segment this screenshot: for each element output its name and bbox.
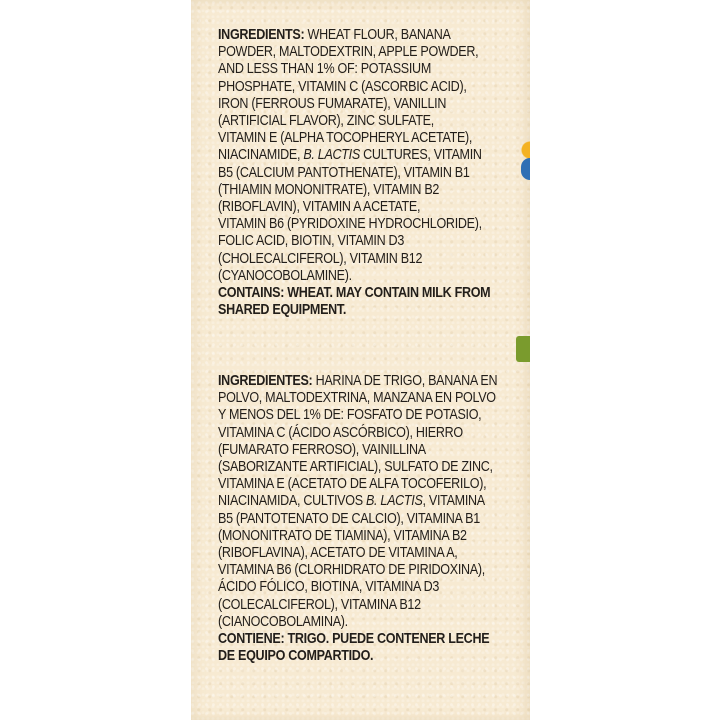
ingredients-es-line [218,545,519,562]
ingredients-es-text: (RIBOFLAVINA), ACETATO DE VITAMINA A, [218,545,458,562]
ingredients-es-line [218,425,519,442]
ingredients-es-text: (MONONITRATO DE TIAMINA), VITAMINA B2 [218,527,467,544]
ingredients-en-line [218,79,519,96]
ingredients-es-text: Y MENOS DEL 1% DE: FOSFATO DE POTASIO, [218,407,482,424]
ingredients-es-text: (FUMARATO FERROSO), VAINILLINA [218,441,426,458]
ingredients-es-text: ÁCIDO FÓLICO, BIOTINA, VITAMINA D3 [218,579,440,596]
ingredients-es-italic-text: B. LACTIS [365,493,423,510]
ingredients-es-line [218,511,519,528]
ingredients-es-text: VITAMINA E (ACETATO DE ALFA TOCOFERILO), [218,476,487,493]
ingredients-es-line [218,476,519,493]
ingredients-en-line [218,268,519,285]
ingredients-es-text: VITAMINA C (ÁCIDO ASCÓRBICO), HIERRO [218,424,463,441]
ingredients-en-line [218,61,519,78]
ingredients-en-line [218,199,519,216]
ingredients-en-line [218,165,519,182]
ingredients-es-text: B5 (PANTOTENATO DE CALCIO), VITAMINA B1 [218,510,480,527]
ingredients-en-line [218,44,519,61]
ingredients-es-line [218,442,519,459]
ingredients-es-line [218,631,519,648]
ingredients-en-text: WHEAT FLOUR, BANANA [304,27,451,43]
ingredients-es-line [218,562,519,579]
ingredients-en-line [218,233,519,250]
ingredients-en-text: (CHOLECALCIFEROL), VITAMIN B12 [218,250,423,267]
ingredients-en-line [218,216,519,233]
ingredients-en-text: POWDER, MALTODEXTRIN, APPLE POWDER, [218,44,479,61]
ingredients-en-text: FOLIC ACID, BIOTIN, VITAMIN D3 [218,233,405,250]
ingredients-english [218,27,519,319]
ingredients-es-line [218,528,519,545]
ingredients-en-line [218,113,519,130]
ingredients-es-text: NIACINAMIDA, CULTIVOS [218,493,366,510]
ingredients-es-line [218,373,519,390]
ingredients-spanish [218,373,519,665]
ingredients-es-line [218,614,519,631]
ingredients-en-text: VITAMIN B6 (PYRIDOXINE HYDROCHLORIDE), [218,216,482,233]
ingredients-es-line [218,459,519,476]
ingredients-es-text: (SABORIZANTE ARTIFICIAL), SULFATO DE ZINC, [218,459,493,476]
ingredients-en-text: (ARTIFICIAL FLAVOR), ZINC SULFATE, [218,113,434,130]
ingredients-es-bold-text: INGREDIENTES: [218,373,313,389]
ingredients-en-line [218,182,519,199]
ingredients-en-line [218,27,519,44]
ingredients-en-text: CULTURES, VITAMIN [359,147,482,164]
ingredients-es-text: (COLECALCIFEROL), VITAMINA B12 [218,596,421,613]
ingredients-es-line [218,579,519,596]
ingredients-en-bold-text: SHARED EQUIPMENT. [218,302,347,319]
ingredients-en-text: (THIAMIN MONONITRATE), VITAMIN B2 [218,181,440,198]
ingredients-es-line [218,648,519,665]
ingredients-es-text: POLVO, MALTODEXTRINA, MANZANA EN POLVO [218,390,496,407]
ingredients-en-text: NIACINAMIDE, [218,147,304,164]
ingredients-es-line [218,493,519,510]
ingredients-es-line [218,597,519,614]
ingredients-en-text: PHOSPHATE, VITAMIN C (ASCORBIC ACID), [218,78,467,95]
ingredients-en-line [218,285,519,302]
ingredients-en-text: VITAMIN E (ALPHA TOCOPHERYL ACETATE), [218,130,473,147]
ingredients-es-line [218,407,519,424]
ingredients-es-text: , VITAMINA [422,493,485,510]
ingredients-en-text: (CYANOCOBOLAMINE). [218,267,352,284]
ingredients-en-line [218,96,519,113]
ingredients-en-line [218,302,519,319]
ingredients-en-text: IRON (FERROUS FUMARATE), VANILLIN [218,95,447,112]
ingredients-es-line [218,390,519,407]
ingredients-es-bold-text: DE EQUIPO COMPARTIDO. [218,648,374,665]
ingredients-es-text: VITAMINA B6 (CLORHIDRATO DE PIRIDOXINA), [218,562,485,579]
ingredients-en-line [218,147,519,164]
ingredients-en-text: B5 (CALCIUM PANTOTHENATE), VITAMIN B1 [218,164,470,181]
ingredients-en-bold-text: CONTAINS: WHEAT. MAY CONTAIN MILK FROM [218,285,491,302]
ingredients-es-text: (CIANOCOBOLAMINA). [218,613,348,630]
ingredients-en-bold-text: INGREDIENTS: [218,27,305,43]
ingredients-en-text: AND LESS THAN 1% OF: POTASSIUM [218,61,431,78]
packaging-graphic-blue [521,158,530,180]
ingredients-es-text: HARINA DE TRIGO, BANANA EN [312,373,498,389]
ingredients-en-italic-text: B. LACTIS [303,147,360,164]
packaging-graphic-green [516,336,530,362]
ingredients-en-line [218,130,519,147]
ingredients-en-text: (RIBOFLAVIN), VITAMIN A ACETATE, [218,199,421,216]
ingredients-en-line [218,251,519,268]
ingredients-es-bold-text: CONTIENE: TRIGO. PUEDE CONTENER LECHE [218,631,490,648]
